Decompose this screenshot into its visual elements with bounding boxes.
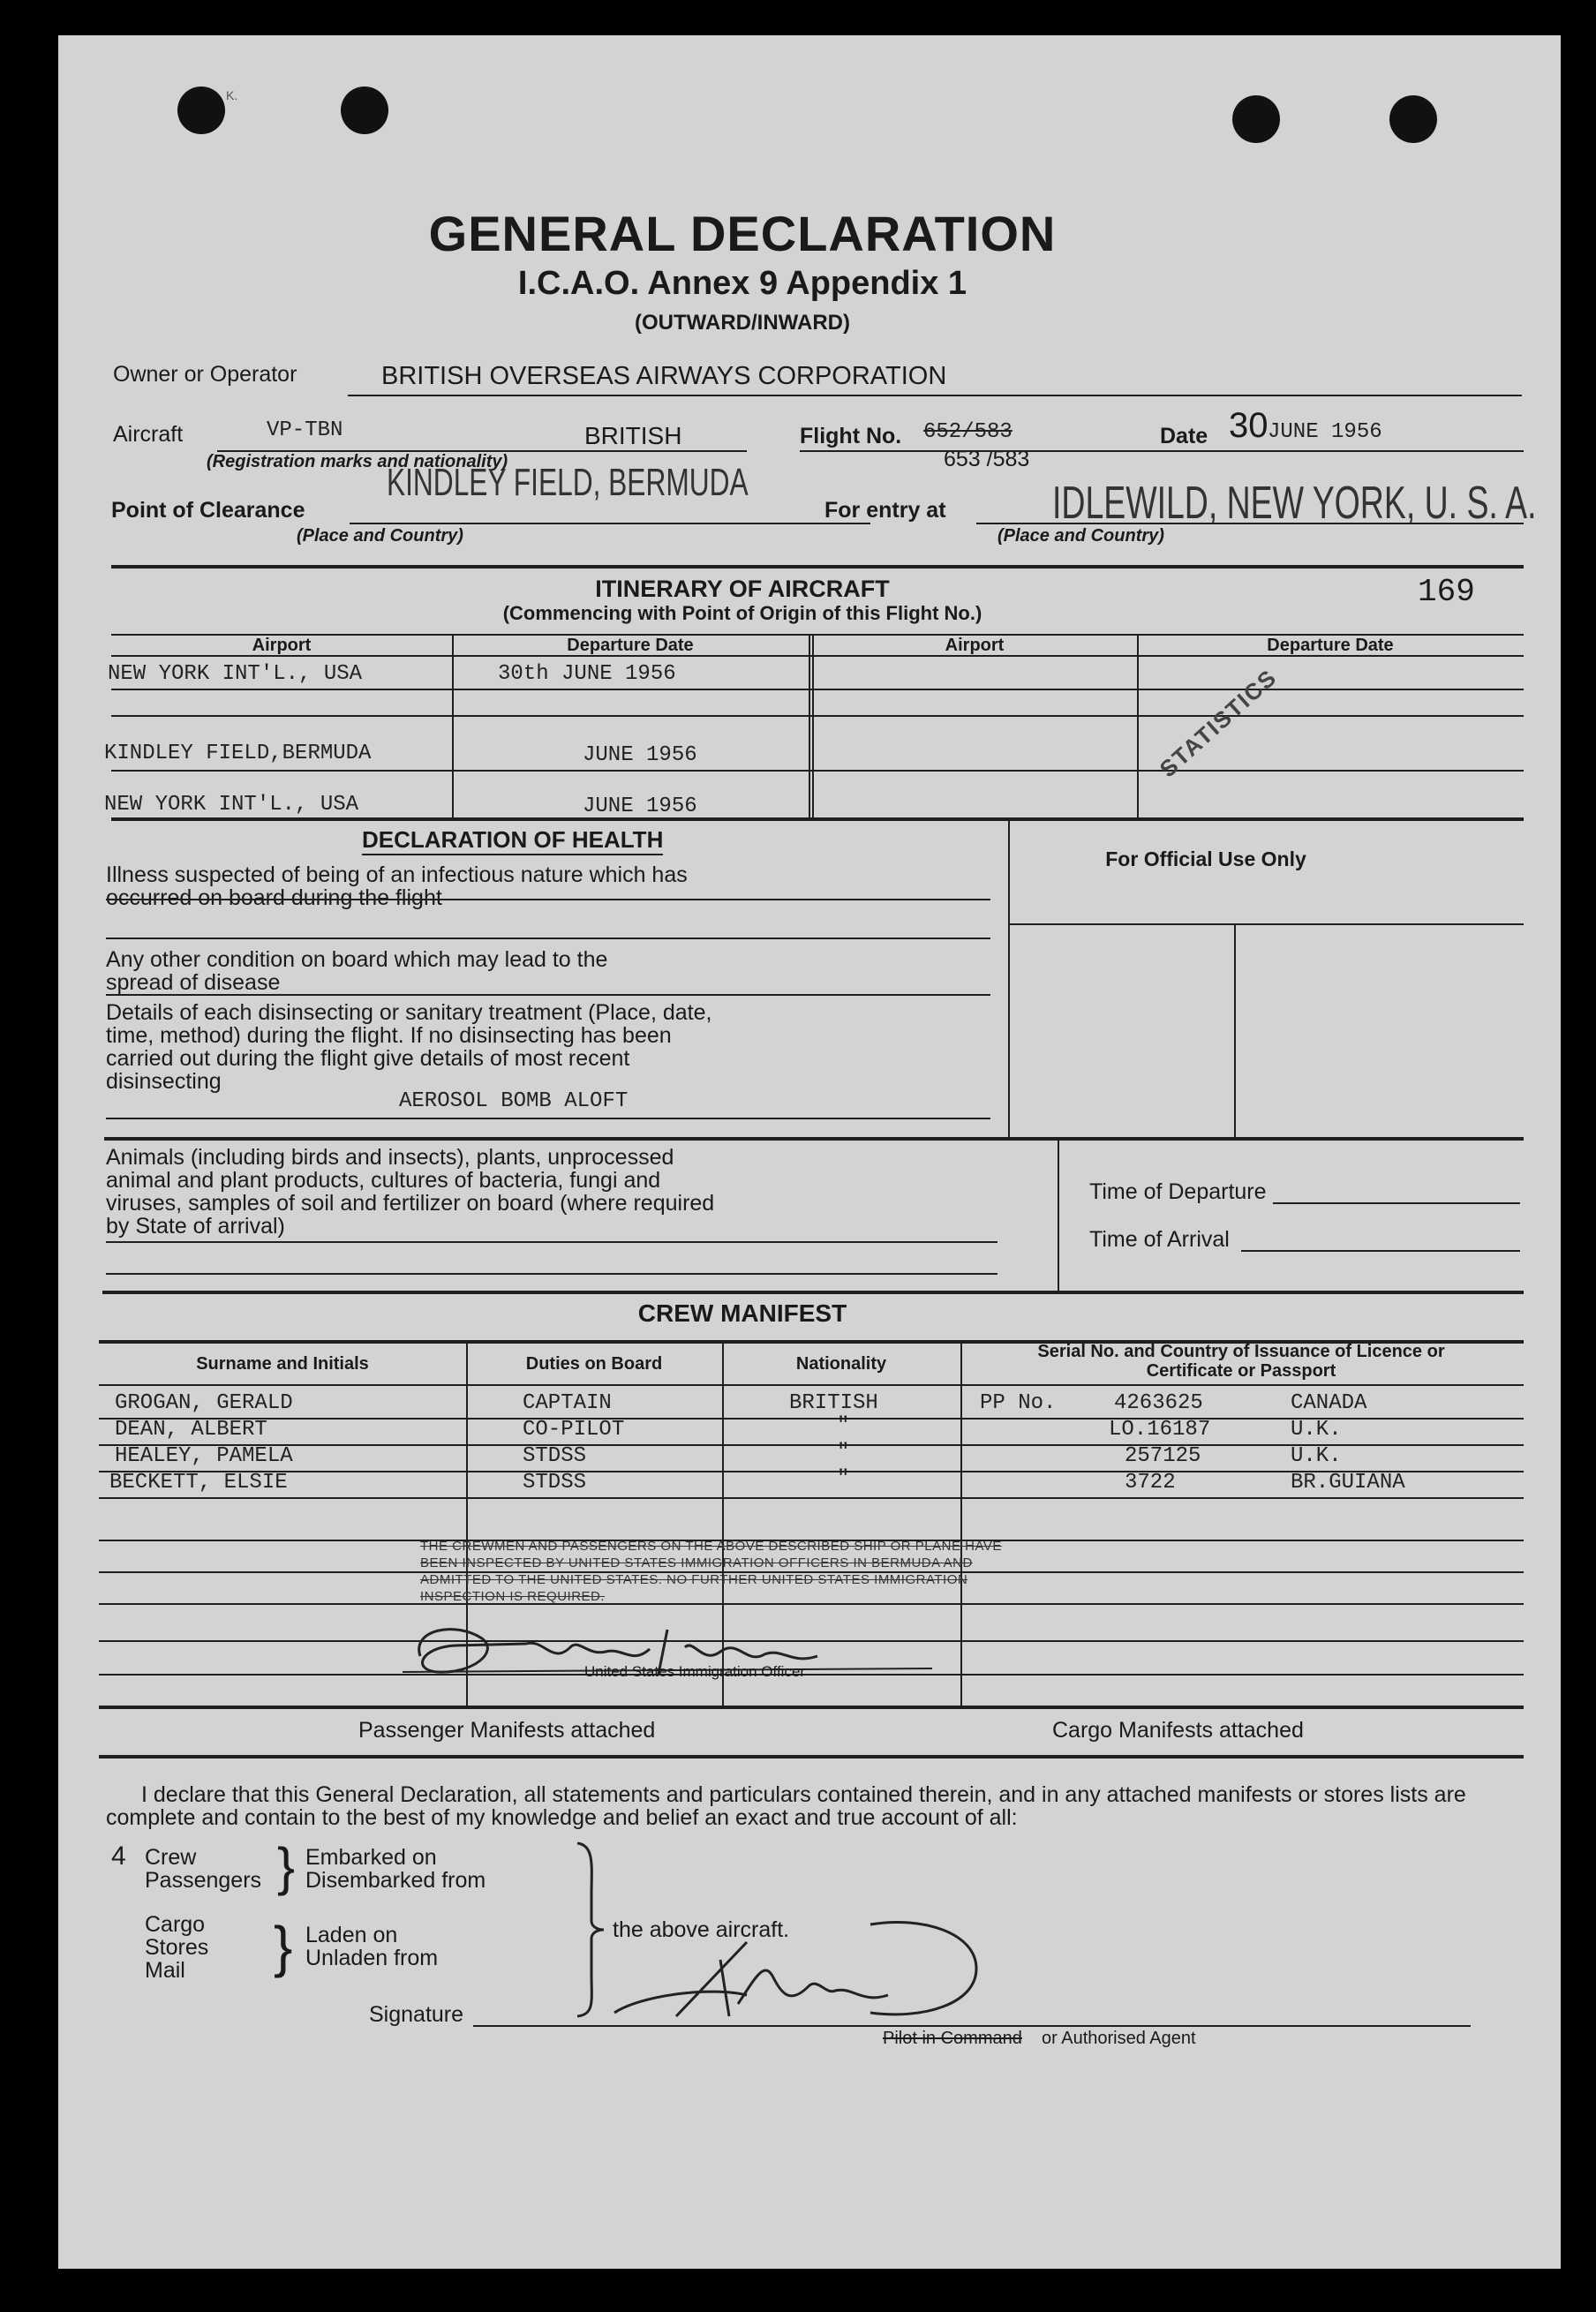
table-row-line [111,770,1524,772]
owner-label: Owner or Operator [113,362,297,387]
crew-nationality: " [837,1414,850,1438]
divider [1241,1250,1520,1252]
official-use-label: For Official Use Only [1105,847,1306,870]
time-of-arrival: Time of Arrival [1089,1227,1230,1252]
flight-struck: 652/583 [923,420,1013,444]
divider [111,565,1524,569]
divider [106,899,990,900]
passenger-manifests: Passenger Manifests attached [358,1718,656,1743]
disinsecting-value: AEROSOL BOMB ALOFT [399,1089,629,1113]
date-label: Date [1160,424,1208,448]
itinerary-airport: NEW YORK INT'L., USA [108,662,363,686]
embarked-label: Embarked on [305,1845,437,1870]
cargo-label: Cargo [145,1912,206,1937]
health-other-condition: Any other condition on board which may lead to the spread of disease [106,947,608,995]
divider [106,994,990,996]
table-border [99,1384,1524,1386]
divider [976,523,1524,524]
aircraft-label: Aircraft [113,422,184,447]
col-departure-date: Departure Date [567,636,694,655]
crew-name: HEALEY, PAMELA [115,1444,293,1468]
itinerary-date: JUNE 1956 [583,743,697,767]
divider [106,938,990,939]
passengers-label: Passengers [145,1868,262,1893]
crew-nationality: BRITISH [789,1391,878,1415]
table-border [809,634,810,817]
page-number: 169 [1418,574,1475,610]
col-airport: Airport [252,636,312,655]
large-brace [574,1841,609,2018]
punch-hole [341,87,388,134]
aircraft-registration: VP-TBN [267,418,343,442]
punch-hole [1389,95,1437,143]
signature-label: Signature [369,2002,464,2027]
crew-serial-prefix: PP No. [980,1391,1057,1415]
immigration-officer-label: United States Immigration Officer [584,1663,806,1680]
table-row-line [111,715,1524,717]
itinerary-airport: NEW YORK INT'L., USA [104,793,359,817]
health-title: DECLARATION OF HEALTH [362,826,663,855]
crew-count: 4 [111,1841,126,1871]
health-disinsecting: Details of each disinsecting or sanitary treatment (Place, date, time, method) during the flight. If no disinsecting has been carried out during the flight give details of most recent disinsecting [106,1000,712,1094]
immigration-stamp: THE CREWMEN AND PASSENGERS ON THE ABOVE DESCRIBED SHIP OR PLANE HAVE BEEN INSPECTED BY UNITED STATES IMMIGRATION OFFICERS IN BERMUDA AND ADMITTED TO THE UNITED STATES. NO FURTHER UNITED STATES IMMIGRATION INSPECTION IS REQUIRED. [420,1539,1002,1604]
divider [106,1273,998,1275]
time-of-departure: Time of Departure [1089,1179,1267,1204]
crew-col-name: Surname and Initials [196,1354,369,1374]
table-border [452,634,454,817]
itinerary-date: JUNE 1956 [583,795,697,818]
crew-serial: 257125 [1125,1444,1201,1468]
divider [106,1241,998,1243]
table-border [960,1340,962,1706]
crew-country: CANADA [1291,1391,1367,1415]
flight-value: 653 /583 [944,447,1030,471]
table-border [1137,634,1139,817]
itinerary-date: 30th JUNE 1956 [498,662,676,686]
crew-name: DEAN, ALBERT [115,1418,267,1442]
crew-nationality: " [837,1441,850,1465]
itinerary-airport: KINDLEY FIELD,BERMUDA [104,742,372,765]
declaration-text: I declare that this General Declaration, all statements and particulars contained therein, and in any attached manifests or stores lists are complete and contain to the best of my knowledge and belief an exact and true account of all: [106,1782,1466,1830]
clearance-stamp: KINDLEY FIELD, BERMUDA [387,461,749,504]
divider [1273,1202,1520,1204]
crew-duty: CO-PILOT [523,1418,625,1442]
divider [111,817,1524,821]
form-direction: (OUTWARD/INWARD) [635,311,850,335]
divider [106,1118,990,1119]
crew-nationality: " [837,1467,850,1491]
corner-mark: K. [226,88,238,102]
aircraft-sublabel: (Registration marks and nationality) [207,452,508,471]
table-row-line [111,689,1524,690]
form-title: GENERAL DECLARATION [428,206,1057,261]
flight-label: Flight No. [800,424,902,448]
col-departure-date: Departure Date [1267,636,1394,655]
entry-stamp: IDLEWILD, NEW YORK, U. S. A. [1052,478,1537,529]
table-border [812,634,814,817]
date-rest: JUNE 1956 [1268,420,1382,444]
crew-col-serial: Serial No. and Country of Issuance of Licence or Certificate or Passport [1037,1342,1445,1381]
crew-serial: 3722 [1125,1471,1176,1495]
aircraft-nationality: BRITISH [584,422,682,449]
clearance-sublabel: (Place and Country) [297,526,463,546]
crew-serial: 4263625 [1114,1391,1203,1415]
divider [99,1706,1524,1709]
divider [800,450,1524,452]
cargo-manifests: Cargo Manifests attached [1052,1718,1304,1743]
authorised-agent: or Authorised Agent [1042,2029,1196,2048]
divider [104,1137,1524,1141]
entry-label: For entry at [824,498,946,523]
crew-country: BR.GUIANA [1291,1471,1405,1495]
brace: } [274,1915,293,1978]
crew-col-nationality: Nationality [795,1354,887,1374]
divider [348,395,1522,396]
crew-duty: STDSS [523,1444,587,1468]
crew-serial: LO.16187 [1109,1418,1211,1442]
form-subtitle: I.C.A.O. Annex 9 Appendix 1 [517,265,967,302]
crew-country: U.K. [1291,1418,1342,1442]
animals-text: Animals (including birds and insects), plants, unprocessed animal and plant products, cultures of bacteria, fungi and viruses, samples of soil and fertilizer on board (where required by State of arrival) [106,1145,715,1239]
statistics-stamp: STATISTICS [1154,663,1283,783]
punch-hole [1232,95,1280,143]
crew-name: GROGAN, GERALD [115,1391,293,1415]
pilot-in-command-struck: Pilot in Command [883,2029,1022,2048]
divider [1008,923,1524,925]
divider [99,1755,1524,1758]
declaration-form [58,35,1561,2269]
brace: } [277,1837,296,1896]
above-aircraft: the above aircraft. [613,1917,790,1942]
crew-country: U.K. [1291,1444,1342,1468]
crew-duty: STDSS [523,1471,587,1495]
disembarked-label: Disembarked from [305,1868,486,1893]
crew-duty: CAPTAIN [523,1391,612,1415]
pilot-signature [606,1907,1065,2039]
date-day: 30 [1229,406,1269,445]
laden-label: Laden on [305,1923,398,1947]
entry-sublabel: (Place and Country) [998,526,1164,546]
crew-title: CREW MANIFEST [637,1299,847,1327]
crew-col-duties: Duties on Board [525,1354,663,1374]
itinerary-subtitle: (Commencing with Point of Origin of this Flight No.) [502,602,982,624]
unladen-label: Unladen from [305,1946,439,1970]
divider [1008,817,1010,1137]
health-illness: Illness suspected of being of an infectious nature which has occurred on board during the flight [106,862,688,910]
crew-label: Crew [145,1845,197,1870]
punch-hole [177,87,225,134]
clearance-label: Point of Clearance [111,498,305,523]
divider [102,1291,1524,1294]
stores-label: Stores [145,1935,209,1960]
col-airport: Airport [945,636,1005,655]
table-row-line [99,1497,1524,1499]
mail-label: Mail [145,1958,185,1983]
divider [350,523,870,524]
itinerary-title: ITINERARY OF AIRCRAFT [595,576,890,602]
signature-line [473,2025,1471,2027]
crew-name: BECKETT, ELSIE [109,1471,288,1495]
divider [1058,1137,1059,1291]
divider [1234,923,1236,1137]
owner-value: BRITISH OVERSEAS AIRWAYS CORPORATION [381,362,947,390]
